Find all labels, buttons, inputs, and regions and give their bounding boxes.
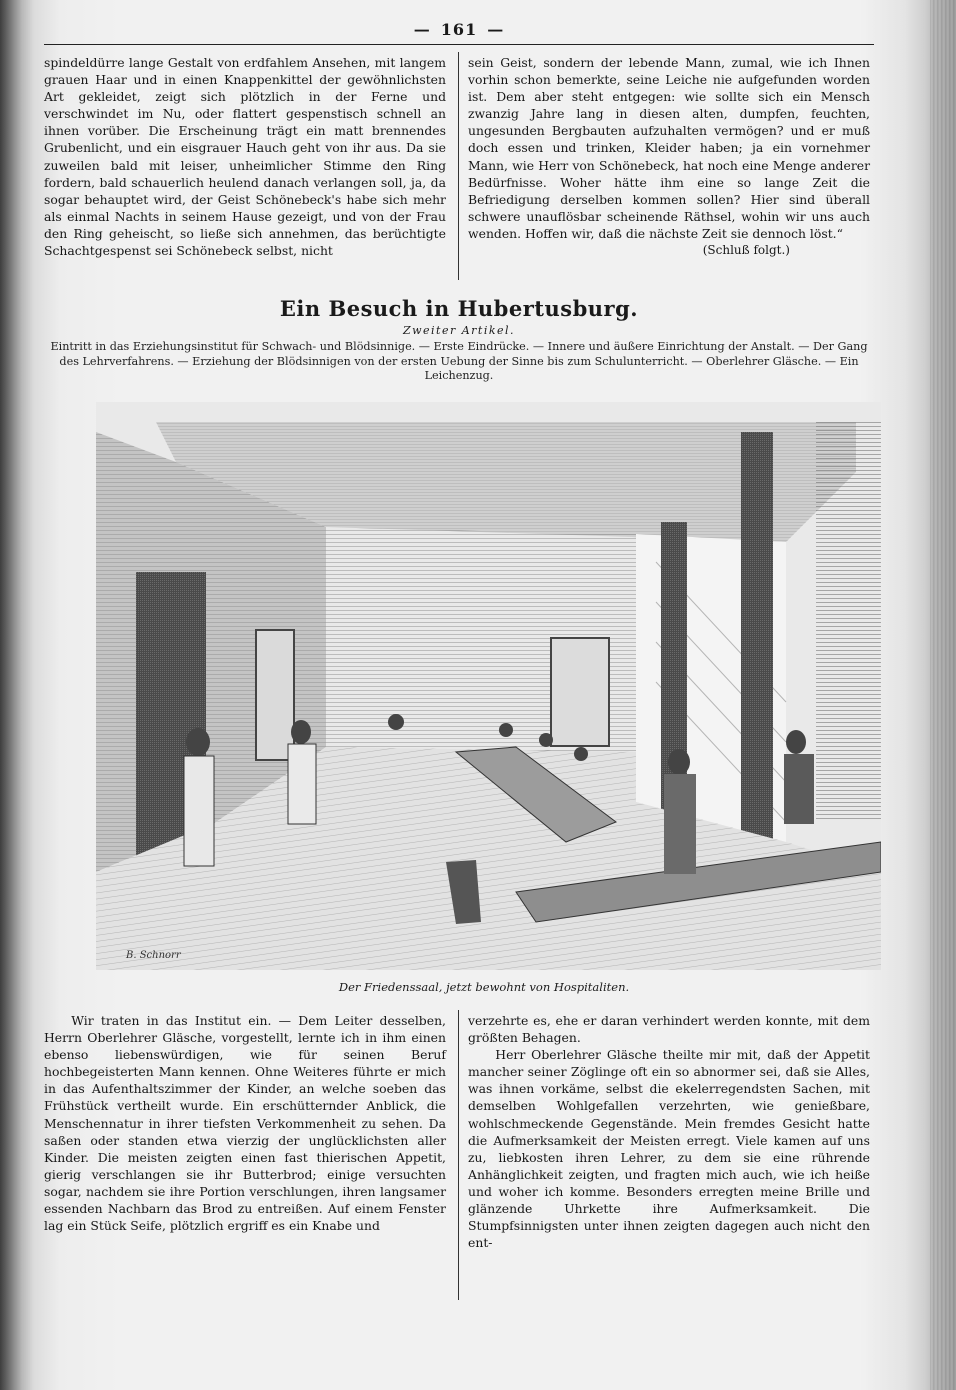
figure-reader [664, 774, 696, 874]
article-summary: Eintritt in das Erziehungsinstitut für Schwach- und Blödsinnige. — Erste Eindrücke. — Innere und äußere Einrichtung der Anstalt. — Der Gang des Lehrverfahrens. — Erziehung der Blödsinnigen von der ersten Uebung der Sinne bis zum Schulunterricht. — Oberlehrer Gläsche. — Ein Leichenzug. [50, 340, 868, 382]
figure-head-back-2 [499, 723, 513, 737]
figure-head-back [388, 714, 404, 730]
article-right-column [468, 1012, 870, 1251]
figure-head-teacher [186, 728, 210, 756]
page-number: — 161 — [413, 20, 505, 39]
closing-note: (Schluß folgt.) [702, 243, 790, 258]
page-edge-shadow [930, 0, 956, 1390]
continuation-left-column [44, 54, 446, 259]
page-number-value: 161 [440, 20, 478, 39]
engraving-illustration [96, 402, 881, 970]
engraving-drawing [96, 402, 881, 970]
figure-teacher [184, 756, 214, 866]
side-door [256, 630, 294, 760]
continuation-left-paragraph: spindeldürre lange Gestalt von erdfahlem Ansehen, mit langem grauen Haar und in einen Knappenkittel der gewöhnlichsten Art gekleidet, zeigt sich plötzlich in der Ferne und verschwindet im Nu, oder flattert gespenstisch schnell an ihnen vorüber. Die Erscheinung trägt ein matt brennendes Grubenlicht, und ein eisgrauer Hauch geht von ihr aus. Da sie zuweilen bald mit leiser, unheimlicher Stimme den Ring fordern, bald schauerlich heulend danach verlangen soll, ja, da sogar behauptet wird, der Geist Schönebeck's habe sich mehr als einmal Nachts in seinem Hause gezeigt, und von der Frau den Ring geheischt, so ließe sich annehmen, das berüchtigte Schachtgespenst sei Schönebeck selbst, nicht [44, 55, 446, 259]
article-left-column [44, 1012, 446, 1234]
pillar-center [741, 432, 773, 862]
figure-child [288, 744, 316, 824]
header-rule [44, 44, 874, 45]
illustration-caption: Der Friedenssaal, jetzt bewohnt von Hospitaliten. [338, 980, 630, 994]
figure-head-child [291, 720, 311, 744]
right-window-frame [816, 422, 881, 822]
column-divider-bottom [458, 1010, 459, 1300]
figure-head-back-4 [574, 747, 588, 761]
back-door [551, 638, 609, 746]
illustrator-signature: B. Schnorr [126, 950, 181, 961]
column-divider-top [458, 52, 459, 280]
newspaper-page [44, 20, 874, 1360]
figure-head-seated [786, 730, 806, 754]
continuation-right-paragraph: sein Geist, sondern der lebende Mann, zumal, wie ich Ihnen vorhin schon bemerkte, seine Leiche nie aufgefunden worden ist. Dem aber steht entgegen: wie sollte sich ein Mensch zwanzig Jahre lang in diesen alten, dumpfen, feuchten, ungesunden Bergbauten aufzuhalten vermögen? und er muß doch essen und trinken, Kleider haben; ja ein vornehmer Mann, wie Herr von Schönebeck, hat noch eine Menge anderer Bedürfnisse. Woher hätte ihm eine so lange Zeit die Befriedigung derselben kommen sollen? Hier sind überall schwere unauflösbar scheinende Räthsel, wohin wir uns auch wenden. Hoffen wir, daß die nächste Zeit sie dennoch löst.“ [468, 55, 870, 241]
article-right-paragraph-1: verzehrte es, ehe er daran verhindert werden konnte, mit dem größten Behagen. [468, 1013, 870, 1046]
figure-head-reader [668, 749, 690, 775]
article-title: Ein Besuch in Hubertusburg. [279, 296, 639, 321]
article-subtitle: Zweiter Artikel. [402, 324, 516, 337]
figure-seated [784, 754, 814, 824]
continuation-right-column [468, 54, 870, 259]
article-left-paragraph: Wir traten in das Institut ein. — Dem Leiter desselben, Herrn Oberlehrer Gläsche, vorgestellt, lernte ich in ihm einen ebenso liebenswürdigen, wie für seinen Beruf hochbegeisterten Mann kennen. Ohne Weiteres führte er mich in das Aufenthaltszimmer der Kinder, an welche soeben das Frühstück vertheilt wurde. Ein erschütternder Anblick, die Menschennatur in ihrer tiefsten Verkommenheit zu sehen. Da saßen oder standen etwa vierzig der unglücklichsten aller Kinder. Die meisten zeigten einen fast thierischen Appetit, gierig verschlangen sie ihr Butterbrod; einige versuchten sogar, nachdem sie ihre Portion verschlungen, ihren langsamer essenden Nachbarn das Brod zu entreißen. Auf einem Fenster lag ein Stück Seife, plötzlich ergriff es ein Knabe und [44, 1013, 446, 1234]
figure-head-back-3 [539, 733, 553, 747]
article-right-paragraph-2: Herr Oberlehrer Gläsche theilte mir mit, daß der Appetit mancher seiner Zöglinge oft ein so abnormer sei, daß sie Alles, was ihnen vorkäme, selbst die ekelerregendsten Sachen, mit demselben Wohlgefallen verzehrten, wie genießbare, wohlschmeckende Gegenstände. Mein fremdes Gesicht hatte die Aufmerksamkeit der Meisten erregt. Viele kamen auf uns zu, liebkosten ihren Lehrer, zu dem sie eine rührende Anhänglichkeit zeigten, und fragten mich auch, wie ich heiße und woher ich komme. Besonders erregten meine Brille und glänzende Uhrkette ihre Aufmerksamkeit. Die Stumpfsinnigsten unter ihnen zeigten dagegen auch nicht den ent- [468, 1047, 870, 1251]
